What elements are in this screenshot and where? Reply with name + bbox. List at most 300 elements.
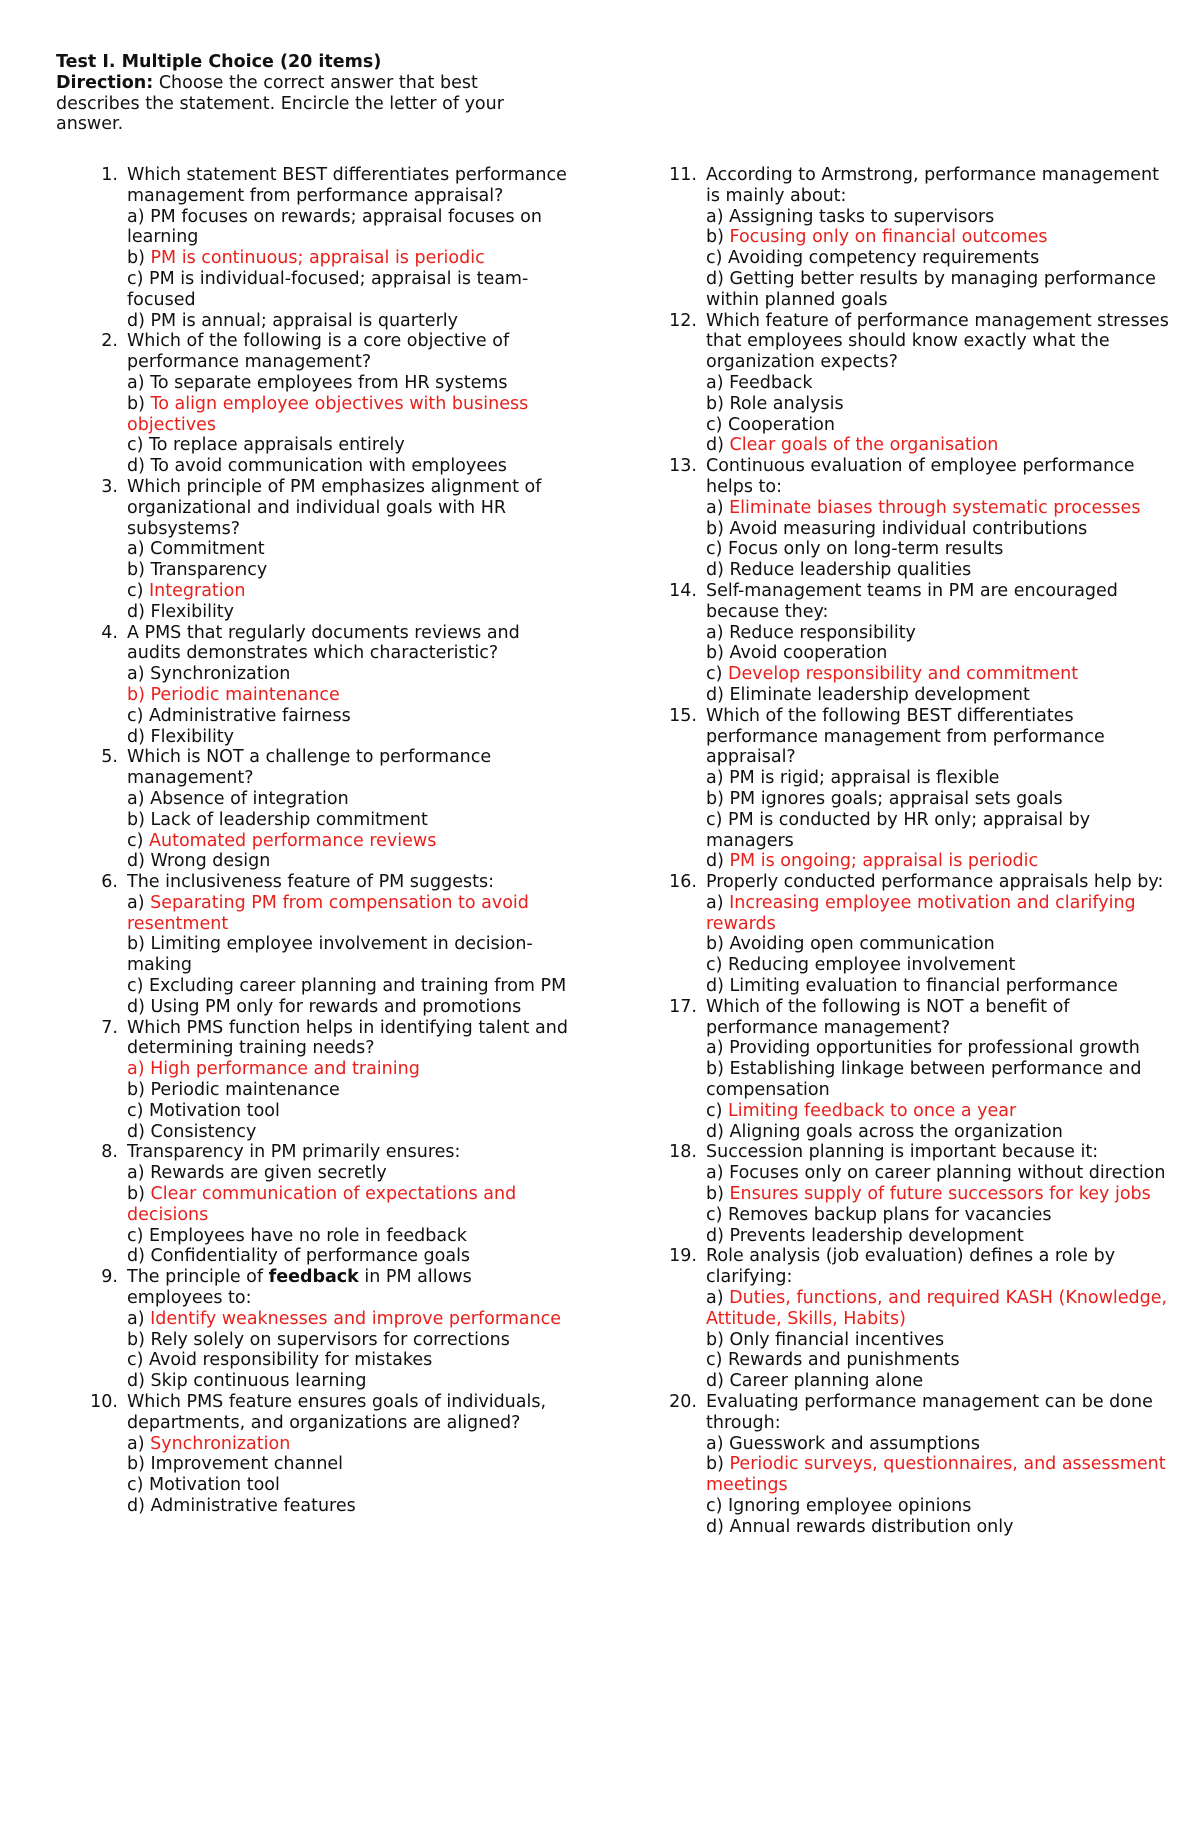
- option-text: Feedback: [729, 372, 813, 393]
- option-letter: a): [127, 1308, 151, 1329]
- option-text: PM is conducted by HR only; appraisal by managers: [706, 809, 1091, 851]
- answer-option: [706, 539, 1169, 560]
- option-letter: c): [127, 830, 150, 851]
- option-letter: b): [706, 1454, 730, 1475]
- option-letter: b): [127, 1080, 151, 1101]
- question-stem: Self-management teams in PM are encouraged because they:: [706, 580, 1118, 622]
- option-letter: d): [706, 851, 730, 872]
- option-text: Eliminate leadership development: [729, 684, 1030, 705]
- answer-option-correct: [127, 1434, 570, 1455]
- option-text: PM is ongoing; appraisal is periodic: [729, 851, 1039, 872]
- question-item: [90, 165, 570, 331]
- option-letter: b): [127, 1184, 151, 1205]
- answer-option-correct: [127, 893, 570, 935]
- answer-option: [127, 1101, 570, 1122]
- direction-text: Choose the correct answer that best describes the statement. Encircle the letter of your answer.: [56, 72, 504, 135]
- answer-option: [127, 539, 570, 560]
- question-item: [90, 1392, 570, 1517]
- answer-option-correct: [706, 1454, 1169, 1496]
- answer-option: [706, 373, 1169, 394]
- direction-block: [56, 73, 526, 135]
- option-text: Absence of integration: [150, 788, 349, 809]
- question-number: 6.: [101, 872, 118, 893]
- question-item: [669, 581, 1169, 706]
- question-stem: Which principle of PM emphasizes alignment of organizational and individual goals with HR subsystems?: [127, 476, 542, 539]
- question-stem: Continuous evaluation of employee performance helps to:: [706, 456, 1135, 497]
- answer-option: [706, 519, 1169, 540]
- question-stem: Succession planning is important because it:: [706, 1142, 1099, 1163]
- question-stem: Transparency in PM primarily ensures:: [127, 1142, 461, 1163]
- option-text: Lack of leadership commitment: [150, 809, 428, 830]
- option-letter: c): [127, 580, 150, 601]
- option-letter: c): [706, 955, 729, 976]
- answer-option-correct: [706, 1101, 1169, 1122]
- option-text: Reduce responsibility: [729, 622, 916, 643]
- option-letter: a): [706, 372, 730, 393]
- answer-option-correct: [706, 227, 1169, 248]
- option-text: Getting better results by managing performance within planned goals: [706, 268, 1156, 310]
- question-number: 14.: [669, 580, 697, 601]
- question-item: [669, 1142, 1169, 1246]
- question-stem: Which of the following is NOT a benefit of performance management?: [706, 996, 1070, 1038]
- option-text: PM is rigid; appraisal is flexible: [729, 768, 1000, 789]
- option-letter: a): [127, 539, 151, 560]
- option-text: Ignoring employee opinions: [728, 1496, 972, 1516]
- question-number: 10.: [90, 1392, 118, 1413]
- option-text: To avoid communication with employees: [150, 456, 507, 477]
- option-text: Limiting employee involvement in decision-making: [127, 934, 533, 976]
- option-text: a) High performance and training: [127, 1059, 420, 1080]
- answer-option: [706, 560, 1169, 581]
- option-letter: c): [706, 1350, 729, 1371]
- option-text: Annual rewards distribution only: [729, 1516, 1014, 1537]
- question-item: [90, 331, 570, 477]
- answer-option: [127, 664, 570, 685]
- question-number: 2.: [101, 331, 118, 352]
- option-letter: b): [127, 1454, 151, 1475]
- option-text: Rely solely on supervisors for corrections: [150, 1329, 510, 1350]
- option-letter: d): [706, 1225, 730, 1246]
- option-text: Focus only on long-term results: [728, 539, 1004, 560]
- answer-option: [127, 1246, 570, 1267]
- answer-option: [127, 1226, 570, 1247]
- answer-option-correct: [127, 685, 570, 706]
- option-letter: a): [706, 768, 730, 789]
- option-letter: b): [127, 1329, 151, 1350]
- option-letter: d): [127, 851, 151, 872]
- answer-option: [127, 269, 570, 311]
- option-text: Periodic surveys, questionnaires, and assessment meetings: [706, 1454, 1166, 1496]
- answer-option: [706, 1371, 1169, 1392]
- option-text: Motivation tool: [149, 1475, 280, 1496]
- option-letter: d): [127, 996, 151, 1017]
- answer-option: [127, 1371, 570, 1392]
- option-text: Eliminate biases through systematic processes: [729, 497, 1141, 518]
- answer-option-correct: [127, 248, 570, 269]
- answer-option: [127, 1454, 570, 1475]
- question-stem: Role analysis (job evaluation) defines a role by clarifying:: [706, 1246, 1116, 1288]
- option-text: Limiting evaluation to financial performance: [729, 976, 1118, 997]
- question-item: [90, 1018, 570, 1143]
- option-text: Using PM only for rewards and promotions: [150, 996, 522, 1017]
- option-letter: b): [706, 1329, 730, 1350]
- option-letter: d): [706, 1121, 730, 1142]
- answer-option: [706, 1350, 1169, 1371]
- option-letter: c): [127, 705, 150, 726]
- answer-option-correct: [127, 1184, 570, 1226]
- option-letter: b): [127, 934, 151, 955]
- question-item: [90, 623, 570, 748]
- option-letter: c): [706, 248, 729, 269]
- answer-option-correct: [127, 1309, 570, 1330]
- question-number: 5.: [101, 747, 118, 768]
- option-text: Employees have no role in feedback: [149, 1225, 467, 1246]
- option-text: Skip continuous learning: [150, 1371, 367, 1392]
- option-text: Avoid cooperation: [729, 643, 888, 664]
- question-item: [669, 311, 1169, 457]
- option-text: Establishing linkage between performance and compensation: [706, 1059, 1142, 1101]
- option-text: Limiting feedback to once a year: [728, 1100, 1017, 1121]
- option-letter: a): [706, 622, 730, 643]
- answer-option: [127, 1496, 570, 1517]
- stem-keyword: feedback: [268, 1267, 359, 1288]
- answer-option: [127, 311, 570, 332]
- question-number: 11.: [669, 165, 697, 185]
- answer-option: [706, 1122, 1169, 1143]
- answer-option: [127, 976, 570, 997]
- option-text: Reduce leadership qualities: [729, 560, 972, 581]
- answer-option-correct: [706, 851, 1169, 872]
- answer-option: [127, 727, 570, 748]
- answer-option: [127, 1163, 570, 1184]
- option-text: Automated performance reviews: [149, 830, 437, 851]
- option-text: Focusing only on financial outcomes: [729, 227, 1048, 248]
- answer-option: [127, 851, 570, 872]
- answer-option-correct: [127, 1059, 570, 1080]
- option-text: Career planning alone: [729, 1371, 924, 1392]
- question-number: 3.: [101, 476, 118, 497]
- option-letter: d): [706, 1371, 730, 1392]
- question-stem: A PMS that regularly documents reviews and audits demonstrates which characteristic?: [127, 622, 520, 664]
- question-item: [669, 1392, 1169, 1538]
- question-column-left: [90, 165, 570, 1517]
- option-letter: c): [127, 1100, 150, 1121]
- option-text: Providing opportunities for professional growth: [729, 1038, 1140, 1059]
- option-text: To replace appraisals entirely: [149, 435, 405, 456]
- question-item: [90, 477, 570, 623]
- option-letter: b): [127, 560, 151, 581]
- option-text: Avoiding competency requirements: [728, 248, 1040, 269]
- option-letter: a): [127, 206, 151, 227]
- option-text: Flexibility: [150, 726, 235, 747]
- question-item: [669, 165, 1169, 311]
- option-letter: b): [706, 518, 730, 539]
- option-letter: a): [127, 788, 151, 809]
- option-letter: a): [127, 372, 151, 393]
- answer-option: [127, 373, 570, 394]
- answer-option-correct: [706, 893, 1169, 935]
- question-number: 13.: [669, 456, 697, 477]
- answer-option: [706, 1059, 1169, 1101]
- answer-option: [706, 789, 1169, 810]
- option-letter: b): [127, 248, 145, 269]
- answer-option-correct: [127, 394, 570, 436]
- option-letter: d): [706, 684, 730, 705]
- answer-option: [706, 934, 1169, 955]
- question-stem: Which of the following is a core objective of performance management?: [127, 331, 510, 373]
- option-letter: c): [127, 268, 150, 289]
- answer-option: [706, 1226, 1169, 1247]
- answer-option: [127, 435, 570, 456]
- answer-option-correct: [706, 1288, 1169, 1330]
- answer-option: [127, 1475, 570, 1496]
- option-letter: a): [706, 1038, 730, 1059]
- answer-option-correct: [706, 435, 1169, 456]
- question-column-right: [669, 165, 1169, 1538]
- option-letter: c): [127, 976, 150, 997]
- answer-option: [127, 602, 570, 623]
- question-item: [90, 747, 570, 872]
- option-letter: a): [127, 1433, 151, 1454]
- question-stem: Properly conducted performance appraisals help by:: [706, 872, 1164, 893]
- option-letter: b): [706, 1184, 730, 1205]
- question-number: 1.: [101, 165, 118, 185]
- option-text: Consistency: [150, 1121, 257, 1142]
- option-text: Wrong design: [150, 851, 271, 872]
- answer-option: [706, 623, 1169, 644]
- option-text: Synchronization: [150, 664, 291, 685]
- question-stem: Which statement BEST differentiates performance management from performance appraisal?: [127, 165, 567, 206]
- question-number: 19.: [669, 1246, 697, 1267]
- question-item: [90, 1142, 570, 1267]
- option-text: Integration: [149, 580, 246, 601]
- answer-option: [706, 976, 1169, 997]
- answer-option: [127, 934, 570, 976]
- question-number: 20.: [669, 1392, 697, 1413]
- option-text: Flexibility: [150, 601, 235, 622]
- option-text: Guesswork and assumptions: [729, 1433, 981, 1454]
- question-number: 15.: [669, 705, 697, 726]
- option-letter: b): [127, 809, 151, 830]
- answer-option: [127, 1330, 570, 1351]
- option-text: Assigning tasks to supervisors: [729, 206, 995, 227]
- option-text: Rewards and punishments: [728, 1350, 960, 1371]
- answer-option: [706, 1038, 1169, 1059]
- option-text: b) Periodic maintenance: [127, 684, 340, 705]
- answer-option: [706, 394, 1169, 415]
- question-item: [90, 872, 570, 1018]
- question-stem: [127, 1267, 570, 1309]
- option-letter: d): [706, 1516, 730, 1537]
- question-stem: Which is NOT a challenge to performance management?: [127, 747, 492, 789]
- option-letter: d): [127, 1246, 151, 1267]
- option-letter: d): [706, 435, 730, 456]
- option-letter: c): [706, 414, 729, 435]
- option-letter: c): [706, 1496, 729, 1516]
- question-number: 4.: [101, 622, 118, 643]
- option-letter: a): [706, 1433, 730, 1454]
- question-item: [90, 1267, 570, 1392]
- answer-option: [706, 207, 1169, 228]
- answer-option: [127, 810, 570, 831]
- option-letter: b): [706, 934, 730, 955]
- option-text: Avoid responsibility for mistakes: [149, 1350, 433, 1371]
- option-letter: c): [706, 539, 729, 560]
- option-letter: c): [706, 664, 729, 685]
- option-letter: d): [706, 976, 730, 997]
- option-text: Identify weaknesses and improve performance: [150, 1308, 562, 1329]
- answer-option: [706, 643, 1169, 664]
- option-letter: a): [127, 892, 151, 913]
- test-header: [56, 52, 526, 135]
- option-text: PM is continuous; appraisal is periodic: [144, 248, 485, 269]
- answer-option: [127, 456, 570, 477]
- option-text: PM focuses on rewards; appraisal focuses on learning: [127, 206, 542, 248]
- option-letter: a): [706, 1163, 730, 1184]
- option-letter: d): [706, 560, 730, 581]
- answer-option-correct: [706, 1184, 1169, 1205]
- option-text: Reducing employee involvement: [728, 955, 1016, 976]
- answer-option: [706, 1517, 1169, 1538]
- option-text: Administrative features: [150, 1496, 356, 1516]
- question-stem: Evaluating performance management can be done through:: [706, 1392, 1153, 1433]
- answer-option: [706, 955, 1169, 976]
- option-letter: a): [706, 206, 730, 227]
- question-item: [669, 456, 1169, 581]
- option-text: Excluding career planning and training from PM: [149, 976, 567, 997]
- option-letter: d): [127, 1121, 151, 1142]
- answer-option: [706, 1434, 1169, 1455]
- question-stem: Which feature of performance management stresses that employees should know exactly what the organization expects?: [706, 310, 1169, 373]
- question-number: 7.: [101, 1017, 118, 1038]
- answer-option-correct: [706, 498, 1169, 519]
- option-text: Commitment: [150, 539, 265, 560]
- answer-option: [127, 1122, 570, 1143]
- option-letter: a): [706, 1288, 730, 1309]
- answer-option: [706, 248, 1169, 269]
- question-stem: Which PMS feature ensures goals of individuals, departments, and organizations are aligned?: [127, 1392, 547, 1433]
- answer-option: [127, 706, 570, 727]
- answer-option: [127, 1080, 570, 1101]
- option-text: Avoiding open communication: [729, 934, 995, 955]
- option-text: To align employee objectives with business objectives: [127, 393, 529, 435]
- question-number: 16.: [669, 872, 697, 893]
- option-text: Synchronization: [150, 1433, 291, 1454]
- question-item: [669, 706, 1169, 872]
- option-text: Clear communication of expectations and decisions: [127, 1184, 517, 1225]
- option-letter: c): [706, 1204, 729, 1225]
- question-stem: Which PMS function helps in identifying talent and determining training needs?: [127, 1017, 568, 1059]
- option-text: Improvement channel: [150, 1454, 344, 1475]
- option-text: Prevents leadership development: [729, 1225, 1024, 1246]
- option-letter: d): [127, 1371, 151, 1392]
- option-letter: c): [127, 1225, 150, 1246]
- option-letter: c): [127, 1350, 150, 1371]
- question-stem: Which of the following BEST differentiates performance management from performance appraisal?: [706, 705, 1105, 768]
- option-text: Removes backup plans for vacancies: [728, 1204, 1052, 1225]
- answer-option: [706, 1205, 1169, 1226]
- question-number: 17.: [669, 996, 697, 1017]
- option-text: Rewards are given secretly: [150, 1163, 387, 1184]
- answer-option: [706, 810, 1169, 852]
- option-text: PM is annual; appraisal is quarterly: [150, 310, 458, 331]
- answer-option: [127, 207, 570, 249]
- option-letter: d): [127, 456, 151, 477]
- question-item: [669, 997, 1169, 1143]
- option-text: Administrative fairness: [149, 705, 351, 726]
- option-letter: c): [706, 809, 729, 830]
- answer-option: [127, 789, 570, 810]
- option-letter: a): [706, 497, 730, 518]
- answer-option: [706, 1163, 1169, 1184]
- option-text: Separating PM from compensation to avoid resentment: [127, 892, 529, 934]
- option-letter: c): [127, 1475, 150, 1496]
- answer-option: [706, 1496, 1169, 1517]
- answer-option-correct: [127, 831, 570, 852]
- option-letter: b): [706, 788, 730, 809]
- option-text: Duties, functions, and required KASH (Knowledge, Attitude, Skills, Habits): [706, 1288, 1168, 1329]
- stem-text: The principle of: [127, 1267, 269, 1288]
- option-letter: d): [706, 268, 730, 289]
- answer-option-correct: [127, 581, 570, 602]
- option-text: Develop responsibility and commitment: [728, 664, 1079, 685]
- direction-label: Direction:: [56, 72, 154, 93]
- option-letter: c): [127, 435, 150, 456]
- option-letter: a): [127, 1163, 151, 1184]
- option-letter: a): [706, 892, 730, 913]
- option-text: Ensures supply of future successors for key jobs: [729, 1184, 1151, 1205]
- question-number: 12.: [669, 310, 697, 331]
- option-text: Cooperation: [728, 414, 835, 435]
- question-item: [669, 1246, 1169, 1392]
- question-item: [669, 872, 1169, 997]
- question-number: 18.: [669, 1142, 697, 1163]
- option-letter: b): [706, 1059, 730, 1080]
- question-number: 8.: [101, 1142, 118, 1163]
- answer-option: [127, 1350, 570, 1371]
- option-letter: d): [127, 601, 151, 622]
- option-letter: a): [127, 664, 151, 685]
- option-text: PM is individual-focused; appraisal is team-focused: [127, 268, 529, 310]
- option-text: Aligning goals across the organization: [729, 1121, 1063, 1142]
- answer-option: [127, 560, 570, 581]
- option-text: Only financial incentives: [729, 1329, 945, 1350]
- option-text: Role analysis: [729, 393, 844, 414]
- question-stem: According to Armstrong, performance management is mainly about:: [706, 165, 1159, 206]
- answer-option-correct: [706, 664, 1169, 685]
- answer-option: [706, 269, 1169, 311]
- option-text: Focuses only on career planning without direction: [729, 1163, 1166, 1184]
- answer-option: [706, 1330, 1169, 1351]
- option-letter: c): [706, 1100, 729, 1121]
- stem-text: in PM allows employees to:: [127, 1267, 472, 1309]
- question-stem: The inclusiveness feature of PM suggests:: [127, 872, 494, 893]
- option-letter: d): [127, 310, 151, 331]
- option-letter: d): [127, 726, 151, 747]
- option-letter: b): [127, 393, 145, 414]
- option-letter: d): [127, 1496, 151, 1516]
- option-letter: b): [706, 393, 730, 414]
- answer-option: [127, 997, 570, 1018]
- answer-option: [706, 685, 1169, 706]
- option-text: Transparency: [150, 560, 268, 581]
- answer-option: [706, 415, 1169, 436]
- answer-option: [706, 768, 1169, 789]
- option-text: Confidentiality of performance goals: [150, 1246, 471, 1267]
- option-text: Motivation tool: [149, 1100, 280, 1121]
- option-text: Increasing employee motivation and clarifying rewards: [706, 892, 1136, 934]
- option-text: To separate employees from HR systems: [150, 372, 508, 393]
